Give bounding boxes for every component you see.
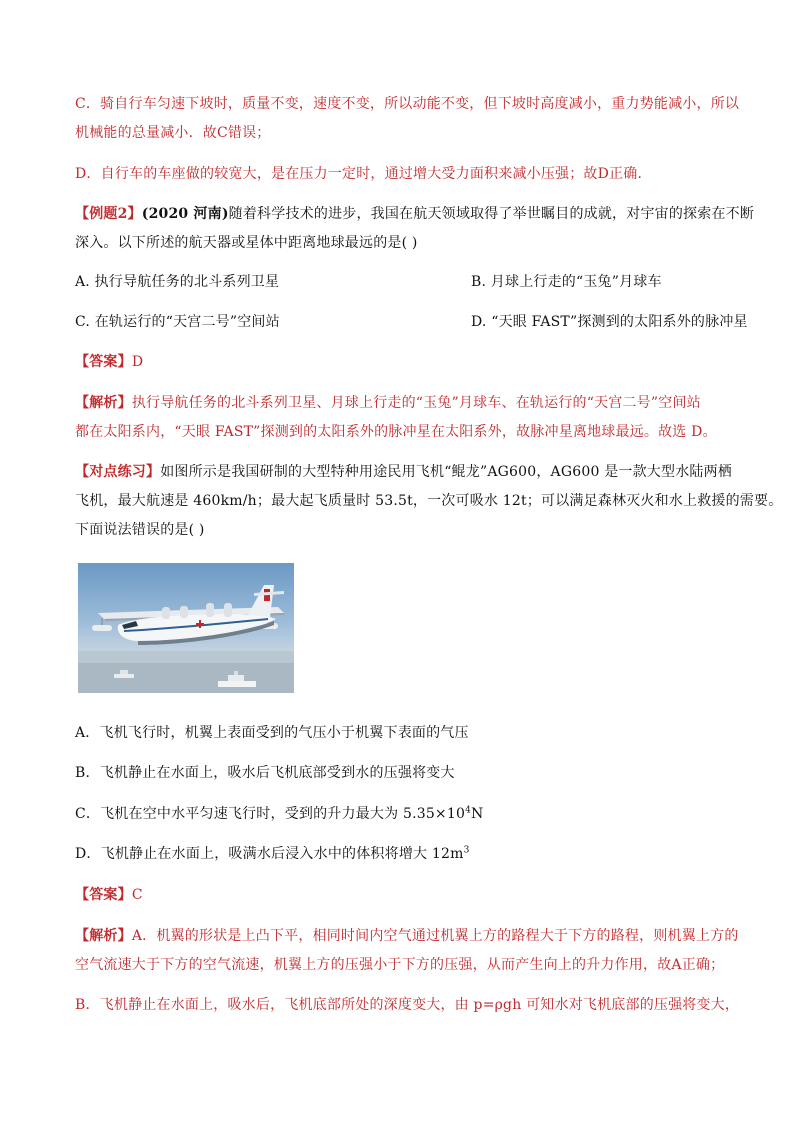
question-option-c: C．飞机在空中水平匀速飞行时，受到的升力最大为 $5.35\times 10^4N$ <box>75 805 484 822</box>
answer-tag: 【答案】 <box>75 354 132 370</box>
example2-question-line1: 【例题2】(2020 河南)随着科学技术的进步，我国在航天领域取得了举世瞩目的成就，对宇宙的探索在不断 <box>75 206 755 222</box>
options-row2 <box>75 312 748 332</box>
option-d-explanation: D．自行车的车座做的较宽大，是在压力一定时，通过增大受力面积来减小压强；故D正确． <box>75 166 652 182</box>
options-row1 <box>75 272 735 292</box>
question-option-a: A．飞机飞行时，机翼上表面受到的气压小于机翼下表面的气压 <box>75 725 469 741</box>
answer1 <box>75 352 735 372</box>
analysis2-line3: B．飞机静止在水面上，吸水后，飞机底部所处的深度变大，由 p=ρgh 可知水对飞机底部的压强将变大， <box>75 997 740 1013</box>
analysis1-line2: 都在太阳系内，“天眼 FAST”探测到的太阳系外的脉冲星在太阳系外，故脉冲星离地球最远。故选 D。 <box>75 424 717 440</box>
practice-tag: 【对点练习】 <box>75 464 161 480</box>
answer-tag: 【答案】 <box>75 887 132 903</box>
analysis-tag: 【解析】 <box>75 395 132 411</box>
practice-question-line2: 飞机，最大航速是 460km/h；最大起飞质量时 53.5t，一次可吸水 12t；可以满足森林灭火和水上救援的需要。 <box>75 493 783 509</box>
practice-question-line1: 【对点练习】如图所示是我国研制的大型特种用途民用飞机“鲲龙”AG600，AG600 是一款大型水陆两栖 <box>75 464 732 480</box>
option-c-explanation-line1: C．骑自行车匀速下坡时，质量不变，速度不变，所以动能不变，但下坡时高度减小，重力势能减小，所以 <box>75 96 740 112</box>
practice-question-line3: 下面说法错误的是( ) <box>75 522 205 538</box>
answer2 <box>75 885 735 905</box>
question-option-d: D．飞机静止在水面上，吸满水后浸入水中的体积将增大 $12m^3$ <box>75 845 470 862</box>
seaplane-illustration <box>78 563 294 693</box>
example2-question-line2: 深入。以下所述的航天器或星体中距离地球最远的是( ) <box>75 235 418 251</box>
analysis1-line1: 【解析】执行导航任务的北斗系列卫星、月球上行走的“玉兔”月球车、在轨运行的“天宫二号”空间站 <box>75 395 701 411</box>
analysis2-line1: 【解析】A．机翼的形状是上凸下平，相同时间内空气通过机翼上方的路程大于下方的路程，则机翼上方的 <box>75 928 739 944</box>
answer-value: C <box>131 887 143 903</box>
example-tag: 【例题2】 <box>75 206 142 222</box>
option-d: D. “天眼 FAST”探测到的太阳系外的脉冲星 <box>471 314 748 330</box>
seaplane-photo <box>78 563 294 693</box>
question-option-b: B．飞机静止在水面上，吸水后飞机底部受到水的压强将变大 <box>75 765 455 781</box>
option-b: B. 月球上行走的“玉兔”月球车 <box>471 274 662 290</box>
exponent: 3 <box>463 845 470 856</box>
exponent: 4 <box>465 805 472 816</box>
option-c: C. 在轨运行的“天宫二号”空间站 <box>75 314 280 330</box>
option-c-explanation-line2: 机械能的总量减小．故C错误； <box>75 125 271 141</box>
analysis-tag: 【解析】 <box>75 928 132 944</box>
example-source: (2020 河南) <box>141 206 229 222</box>
option-a: A. 执行导航任务的北斗系列卫星 <box>75 274 280 290</box>
analysis2-line2: 空气流速大于下方的空气流速，机翼上方的压强小于下方的压强，从而产生向上的升力作用，故A正确； <box>75 957 725 973</box>
answer-value: D <box>131 354 144 370</box>
